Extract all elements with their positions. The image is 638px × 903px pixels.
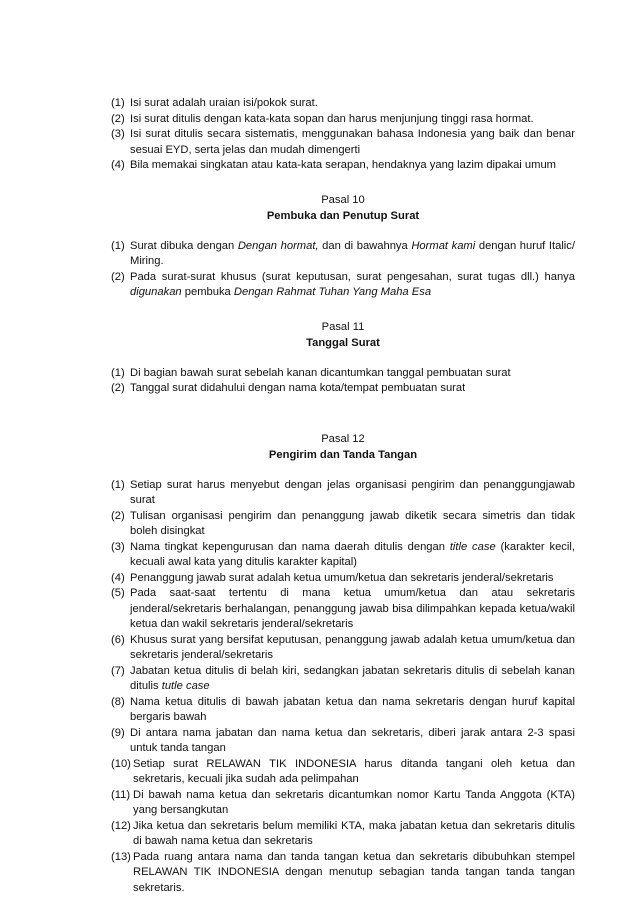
item-number: (11) [111, 788, 131, 801]
list-item [111, 509, 575, 540]
item-text: Nama ketua ditulis di bawah jabatan ketua dan nama sekretaris dengan huruf kapital bergaris bawah [130, 695, 575, 723]
italic-text: Dengan hormat, [237, 239, 319, 252]
item-text: Pada surat-surat khusus (surat keputusan, surat pengesahan, surat tugas dll.) hanya digunakan pembuka Dengan Rahmat Tuhan Yang Maha Esa [130, 270, 575, 298]
item-number: (2) [111, 509, 125, 522]
item-text: Penanggung jawab surat adalah ketua umum/ketua dan sekretaris jenderal/sekretaris [130, 571, 554, 584]
section-heading-pasal-11 [111, 319, 575, 351]
list-item [111, 757, 575, 788]
list-item [111, 366, 575, 382]
item-number: (3) [111, 128, 125, 140]
item-text: Setiap surat harus menyebut dengan jelas organisasi pengirim dan penanggungjawab surat [130, 478, 575, 506]
italic-text: Hormat kami [411, 239, 476, 252]
item-text: Di bawah nama ketua dan sekretaris dicantumkan nomor Kartu Tanda Anggota (KTA) yang bersangkutan [133, 788, 575, 816]
item-text: Isi surat adalah uraian isi/pokok surat. [130, 97, 318, 109]
italic-text: title case [449, 540, 496, 553]
item-number: (2) [111, 382, 125, 394]
item-number: (6) [111, 633, 125, 646]
item-text: Jabatan ketua ditulis di belah kiri, sedangkan jabatan sekretaris ditulis di sebelah kanan ditulis tutle case [130, 664, 575, 692]
intro-list [111, 96, 575, 174]
article-title: Pembuka dan Penutup Surat [266, 209, 420, 222]
item-text: Di antara nama jabatan dan nama ketua dan sekretaris, diberi jarak antara 2-3 spasi untuk tanda tangan [130, 726, 575, 754]
item-number: (4) [111, 571, 125, 584]
item-text: Di bagian bawah surat sebelah kanan dicantumkan tanggal pembuatan surat [130, 366, 511, 379]
item-text: Tanggal surat didahului dengan nama kota/tempat pembuatan surat [130, 382, 466, 394]
list-item [111, 239, 575, 270]
item-text: Isi surat ditulis dengan kata-kata sopan dan harus menjunjung tinggi rasa hormat. [130, 112, 534, 125]
item-text: Jika ketua dan sekretaris belum memiliki KTA, maka jabatan ketua dan sekretaris ditulis di bawah nama ketua dan sekretaris [133, 819, 575, 847]
item-number: (7) [111, 664, 125, 677]
list-item [111, 850, 575, 897]
list-item [111, 586, 575, 633]
item-text: Pada ruang antara nama dan tanda tangan ketua dan sekretaris dibubuhkan stempel RELAWAN TIK INDONESIA dengan menutup sebagian tanda tangan tanda tangan sekretaris. [133, 850, 575, 894]
item-number: (1) [111, 366, 125, 379]
list-item [111, 158, 575, 174]
list-item [111, 571, 575, 587]
item-number: (1) [111, 97, 125, 109]
item-number: (4) [111, 159, 125, 171]
list-item [111, 96, 575, 112]
pasal-12-list [111, 478, 575, 897]
list-item [111, 695, 575, 726]
list-item [111, 381, 575, 397]
item-number: (9) [111, 726, 125, 739]
list-item [111, 540, 575, 571]
item-number: (2) [111, 112, 125, 125]
item-number: (8) [111, 695, 125, 708]
item-number: (10) [111, 757, 131, 770]
list-item [111, 788, 575, 819]
list-item [111, 270, 575, 301]
item-text: Bila memakai singkatan atau kata-kata serapan, hendaknya yang lazim dipakai umum [130, 159, 556, 171]
section-heading-pasal-12 [111, 431, 575, 463]
item-text: Setiap surat RELAWAN TIK INDONESIA harus ditanda tangani oleh ketua dan sekretaris, kecuali jika sudah ada pelimpahan [133, 757, 575, 785]
item-number: (5) [111, 587, 125, 599]
italic-text: digunakan [130, 286, 182, 298]
item-text: Surat dibuka dengan Dengan hormat, dan di bawahnya Hormat kami dengan huruf Italic/ Miring. [130, 239, 575, 267]
list-item [111, 819, 575, 850]
item-text: Nama tingkat kepengurusan dan nama daerah ditulis dengan title case (karakter kecil, kecuali awal kata yang ditulis karakter kapital) [130, 540, 575, 568]
item-number: (13) [111, 850, 131, 863]
item-text: Pada saat-saat tertentu di mana ketua umum/ketua dan atau sekretaris jenderal/sekretaris berhalangan, penanggung jawab bisa dilimpahkan kepada ketua/wakil ketua dan wakil sekretaris jenderal/sekretaris [130, 587, 575, 630]
item-number: (3) [111, 540, 125, 553]
article-number: Pasal 11 [321, 320, 365, 333]
item-number: (12) [111, 819, 131, 832]
list-item [111, 127, 575, 158]
article-title: Tanggal Surat [306, 336, 380, 349]
section-heading-pasal-10 [111, 192, 575, 224]
item-text: Tulisan organisasi pengirim dan penanggung jawab diketik secara simetris dan tidak boleh disingkat [130, 509, 575, 537]
item-text: Khusus surat yang bersifat keputusan, penanggung jawab adalah ketua umum/ketua dan sekretaris jenderal/sekretaris [130, 633, 575, 661]
list-item [111, 633, 575, 664]
item-number: (2) [111, 270, 125, 283]
article-number: Pasal 12 [321, 432, 365, 445]
item-text: Isi surat ditulis secara sistematis, menggunakan bahasa Indonesia yang baik dan benar sesuai EYD, serta jelas dan mudah dimengerti [130, 128, 575, 156]
italic-text: tutle case [161, 680, 210, 692]
list-item [111, 664, 575, 695]
item-number: (1) [111, 239, 125, 252]
document-body [111, 96, 575, 896]
list-item [111, 478, 575, 509]
item-number: (1) [111, 478, 125, 491]
pasal-10-list [111, 239, 575, 301]
article-title: Pengirim dan Tanda Tangan [268, 448, 418, 461]
list-item [111, 726, 575, 757]
italic-text: Dengan Rahmat Tuhan Yang Maha Esa [233, 286, 432, 298]
pasal-11-list [111, 366, 575, 397]
list-item [111, 112, 575, 128]
article-number: Pasal 10 [321, 193, 365, 206]
